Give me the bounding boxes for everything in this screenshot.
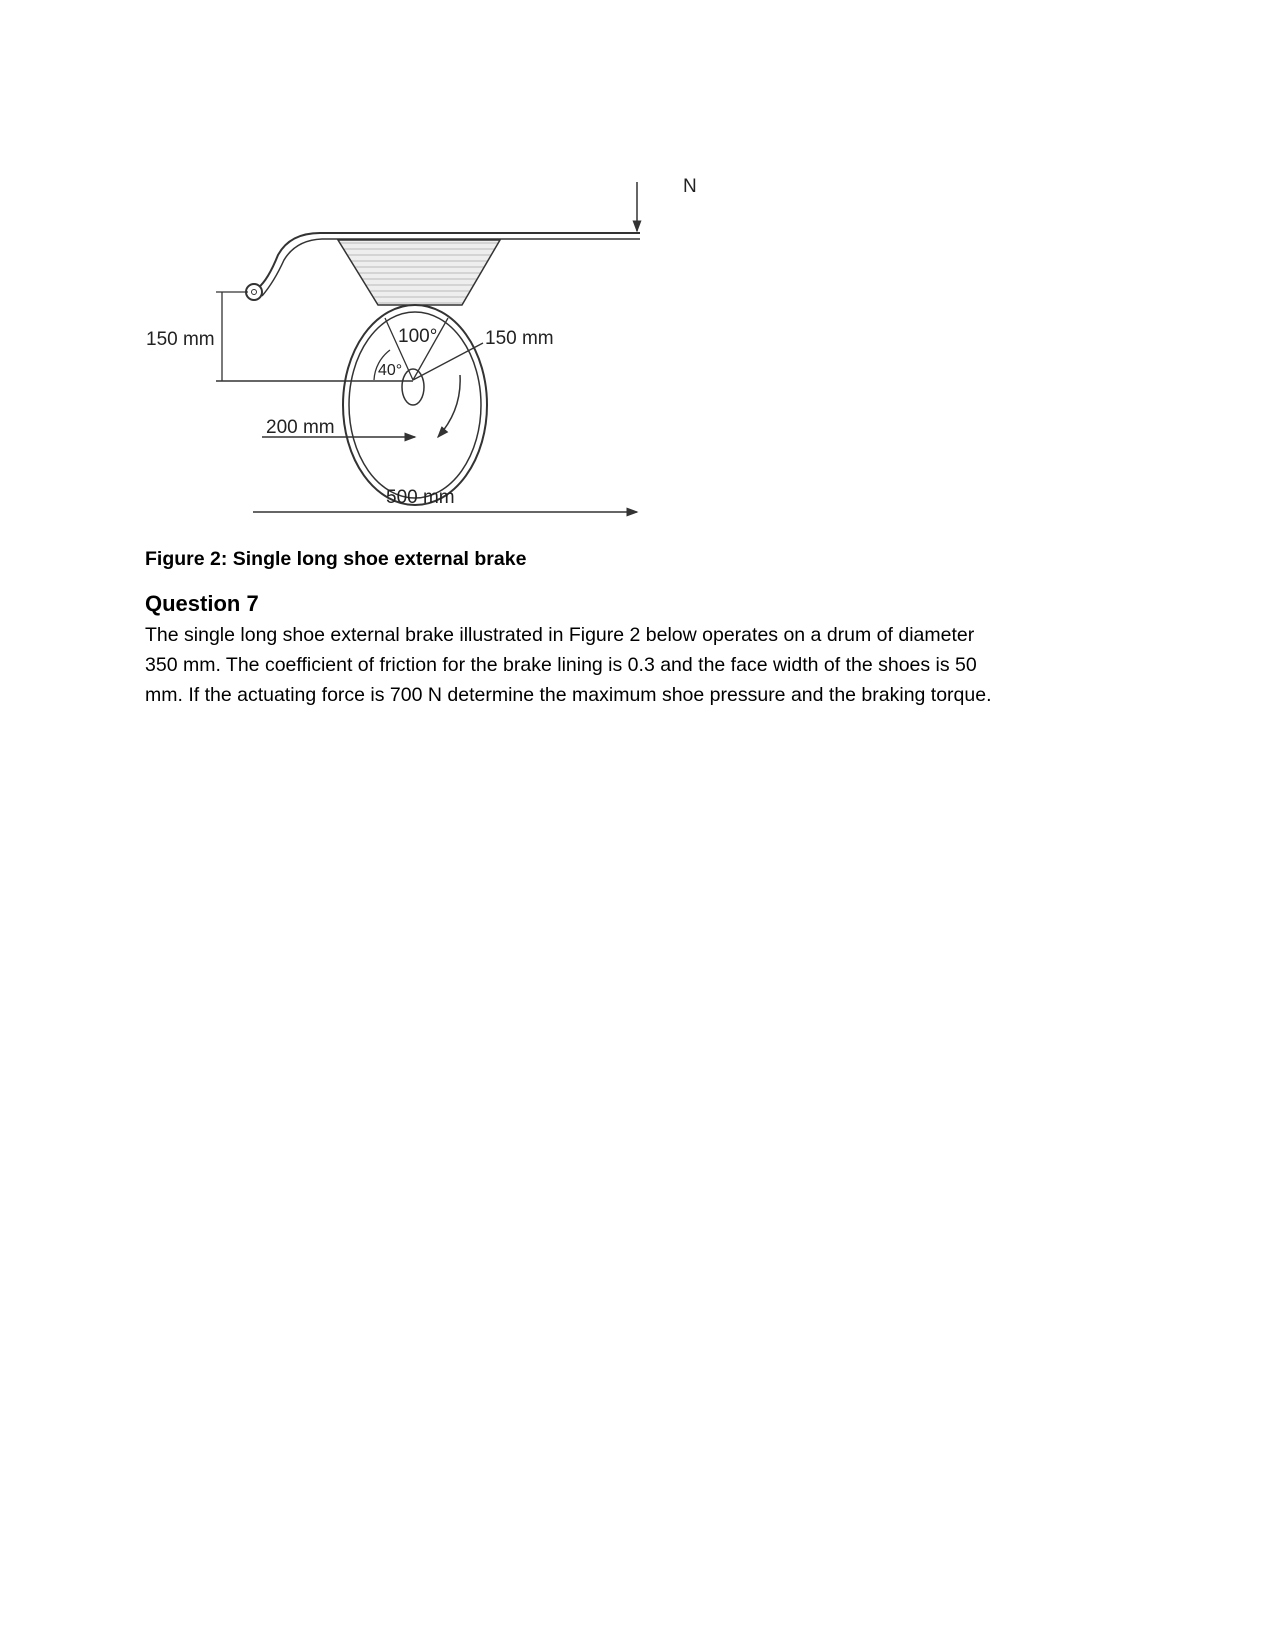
question-line: mm. If the actuating force is 700 N determine the maximum shoe pressure and the braking torque.: [145, 684, 992, 706]
angle-40-label: 40°: [378, 362, 403, 379]
pivot-height-label: 150 mm: [146, 329, 215, 350]
brake-figure: [140, 140, 710, 530]
pivot-offset-label: 200 mm: [266, 417, 335, 438]
lever-length-label: 500 mm: [386, 487, 455, 508]
question-line: 350 mm. The coefficient of friction for the brake lining is 0.3 and the face width of the shoes is 50: [145, 654, 977, 676]
question-title: Question 7: [145, 591, 259, 616]
question-body: [145, 620, 1095, 710]
force-label: N: [683, 176, 697, 197]
brake-shoe: [338, 240, 500, 305]
hub: [402, 369, 424, 405]
question-line: The single long shoe external brake illustrated in Figure 2 below operates on a drum of diameter: [145, 624, 975, 646]
angle-100-label: 100°: [398, 326, 438, 347]
figure-caption: Figure 2: Single long shoe external brake: [145, 548, 527, 570]
pivot: [246, 284, 262, 300]
radius-label: 150 mm: [485, 328, 554, 349]
